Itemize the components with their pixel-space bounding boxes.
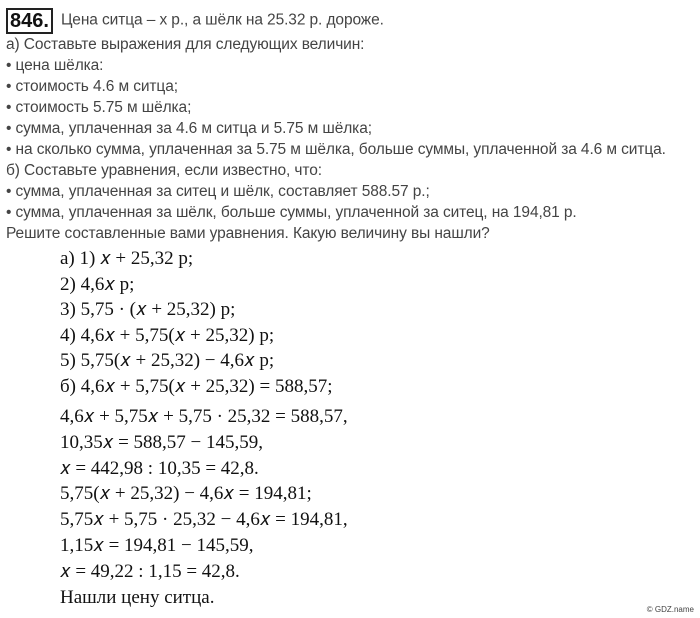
solution-line: 𝑥 = 49,22 : 1,15 = 42,8. [60, 560, 240, 582]
problem-number: 846. [6, 8, 53, 34]
answers-list [60, 246, 333, 399]
problem-intro: Цена ситца – x р., а шёлк на 25.32 р. дороже. [60, 11, 384, 29]
condition-line: • на сколько сумма, уплаченная за 5.75 м шёлка, больше суммы, уплаченной за 4.6 м ситца. [6, 141, 666, 158]
answer-line: 5) 5,75(𝑥 + 25,32) − 4,6𝑥 р; [60, 350, 275, 371]
conditions-list [6, 34, 696, 244]
solution-line: 4,6𝑥 + 5,75𝑥 + 5,75 · 25,32 = 588,57, [60, 406, 348, 427]
answer-line: а) 1) 𝑥 + 25,32 р; [60, 248, 194, 269]
answer-line: 4) 4,6𝑥 + 5,75(𝑥 + 25,32) р; [60, 324, 275, 346]
condition-line: • цена шёлка: [6, 57, 104, 74]
problem-header [6, 8, 384, 34]
solution-line: 5,75(𝑥 + 25,32) − 4,6𝑥 = 194,81; [60, 483, 312, 505]
condition-line: • стоимость 5.75 м шёлка; [6, 99, 192, 116]
condition-line: • стоимость 4.6 м ситца; [6, 78, 178, 95]
condition-line: • сумма, уплаченная за ситец и шёлк, составляет 588.57 р.; [6, 183, 430, 200]
solution-steps [60, 404, 348, 610]
solution-line: 1,15𝑥 = 194,81 − 145,59, [60, 534, 254, 556]
watermark-footer: © GDZ.name [646, 605, 694, 614]
answer-line: 2) 4,6𝑥 р; [60, 273, 135, 295]
condition-line: а) Составьте выражения для следующих величин: [6, 36, 365, 53]
condition-line: б) Составьте уравнения, если известно, что: [6, 162, 322, 179]
condition-line: Решите составленные вами уравнения. Какую величину вы нашли? [6, 225, 490, 242]
solution-line: 𝑥 = 442,98 : 10,35 = 42,8. [60, 457, 259, 479]
solution-line: 5,75𝑥 + 5,75 · 25,32 − 4,6𝑥 = 194,81, [60, 509, 348, 531]
condition-line: • сумма, уплаченная за шёлк, больше суммы, уплаченной за ситец, на 194,81 р. [6, 204, 577, 221]
solution-line: 10,35𝑥 = 588,57 − 145,59, [60, 431, 264, 453]
condition-line: • сумма, уплаченная за 4.6 м ситца и 5.75 м шёлка; [6, 120, 372, 137]
answer-line: б) 4,6𝑥 + 5,75(𝑥 + 25,32) = 588,57; [60, 375, 333, 397]
solution-conclusion: Нашли цену ситца. [60, 586, 215, 608]
answer-line: 3) 5,75 · (𝑥 + 25,32) р; [60, 299, 236, 320]
